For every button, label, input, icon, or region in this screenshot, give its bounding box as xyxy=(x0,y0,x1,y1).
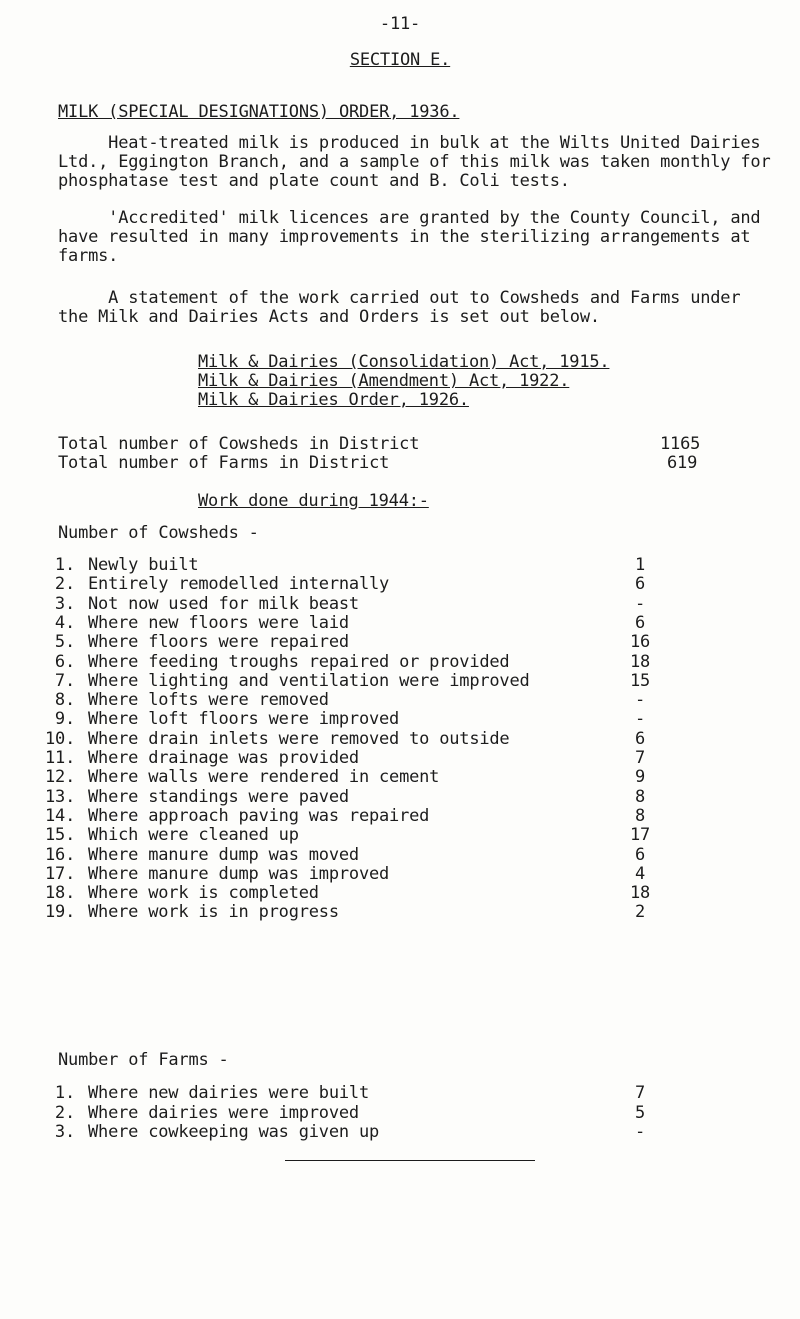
row-label: Where approach paving was repaired xyxy=(88,805,430,826)
paragraph-line: have resulted in many improvements in the sterilizing arrangements at xyxy=(58,227,751,247)
row-number: 4. xyxy=(54,612,75,633)
row-value: 4 xyxy=(634,863,646,884)
row-label: Entirely remodelled internally xyxy=(88,574,390,595)
act-title: Milk & Dairies Order, 1926. xyxy=(198,390,469,410)
row-number: 7. xyxy=(54,670,75,691)
row-label: Where manure dump was improved xyxy=(88,863,390,884)
row-value: 6 xyxy=(634,844,646,865)
paragraph-line: farms. xyxy=(58,246,119,266)
row-label: Newly built xyxy=(88,555,199,575)
paragraph-line: 'Accredited' milk licences are granted by the County Council, and xyxy=(58,208,761,228)
row-value: 17 xyxy=(629,825,651,846)
total-label: Total number of Farms in District xyxy=(58,453,390,473)
row-label: Where work is completed xyxy=(88,883,319,904)
row-label: Where lofts were removed xyxy=(88,690,329,711)
row-number: 12. xyxy=(45,767,76,788)
row-label: Where new dairies were built xyxy=(88,1083,369,1103)
row-value: - xyxy=(634,593,646,614)
paragraph-line: Ltd., Eggington Branch, and a sample of this milk was taken monthly for xyxy=(58,152,771,172)
row-value: - xyxy=(634,690,646,711)
row-number: 3. xyxy=(54,593,75,614)
row-value: 8 xyxy=(634,786,646,807)
row-number: 1. xyxy=(54,1083,75,1103)
row-label: Where drain inlets were removed to outside xyxy=(88,728,510,749)
row-number: 18. xyxy=(45,883,76,904)
row-value: 5 xyxy=(634,1102,646,1123)
paragraph-line: A statement of the work carried out to Cowsheds and Farms under xyxy=(58,288,741,308)
row-value: 1 xyxy=(634,555,646,575)
total-value: 1165 xyxy=(660,434,701,454)
row-label: Where dairies were improved xyxy=(88,1102,359,1123)
row-number: 5. xyxy=(54,632,75,653)
total-value: 619 xyxy=(667,453,698,473)
paragraph-line: Heat-treated milk is produced in bulk at the Wilts United Dairies xyxy=(58,133,761,153)
row-label: Where loft floors were improved xyxy=(88,709,400,730)
row-value: - xyxy=(634,1122,646,1142)
paragraph-line: the Milk and Dairies Acts and Orders is set out below. xyxy=(58,307,600,327)
row-label: Where drainage was provided xyxy=(88,748,359,768)
row-label: Which were cleaned up xyxy=(88,825,299,846)
paragraph-line: phosphatase test and plate count and B. Coli tests. xyxy=(58,171,570,191)
table-row xyxy=(0,1122,800,1146)
row-number: 3. xyxy=(54,1122,75,1142)
section-title: SECTION E. xyxy=(349,50,451,70)
page-number: -11- xyxy=(379,14,421,34)
row-label: Where new floors were laid xyxy=(88,612,349,633)
row-label: Where feeding troughs repaired or provided xyxy=(88,651,510,672)
row-number: 8. xyxy=(54,690,75,711)
row-label: Where work is in progress xyxy=(88,902,339,923)
cowsheds-heading: Number of Cowsheds - xyxy=(58,523,259,543)
row-value: 2 xyxy=(634,902,646,923)
row-value: 7 xyxy=(634,748,646,768)
row-value: 18 xyxy=(629,651,651,672)
row-number: 13. xyxy=(45,786,76,807)
row-label: Where manure dump was moved xyxy=(88,844,359,865)
row-number: 9. xyxy=(54,709,75,730)
row-label: Where cowkeeping was given up xyxy=(88,1122,380,1142)
row-number: 19. xyxy=(45,902,76,923)
row-value: 8 xyxy=(634,805,646,826)
row-value: 7 xyxy=(634,1083,646,1103)
row-number: 1. xyxy=(54,555,75,575)
order-heading: MILK (SPECIAL DESIGNATIONS) ORDER, 1936. xyxy=(58,102,460,122)
act-title: Milk & Dairies (Consolidation) Act, 1915. xyxy=(198,352,610,372)
row-number: 6. xyxy=(54,651,75,672)
row-number: 15. xyxy=(45,825,76,846)
farms-heading: Number of Farms - xyxy=(58,1050,229,1070)
row-value: - xyxy=(634,709,646,730)
row-number: 2. xyxy=(54,1102,75,1123)
row-value: 9 xyxy=(634,767,646,788)
row-number: 10. xyxy=(45,728,76,749)
row-label: Where floors were repaired xyxy=(88,632,349,653)
row-number: 16. xyxy=(45,844,76,865)
row-value: 6 xyxy=(634,728,646,749)
row-number: 2. xyxy=(54,574,75,595)
row-label: Where walls were rendered in cement xyxy=(88,767,440,788)
row-number: 17. xyxy=(45,863,76,884)
row-label: Where standings were paved xyxy=(88,786,349,807)
act-title: Milk & Dairies (Amendment) Act, 1922. xyxy=(198,371,570,391)
total-label: Total number of Cowsheds in District xyxy=(58,434,420,454)
row-value: 18 xyxy=(629,883,651,904)
table-row xyxy=(0,902,800,926)
row-value: 6 xyxy=(634,612,646,633)
row-value: 6 xyxy=(634,574,646,595)
row-number: 14. xyxy=(45,805,76,826)
row-number: 11. xyxy=(45,748,76,768)
work-heading: Work done during 1944:- xyxy=(198,491,429,511)
row-label: Where lighting and ventilation were improved xyxy=(88,670,530,691)
row-value: 15 xyxy=(629,670,651,691)
row-value: 16 xyxy=(629,632,651,653)
row-label: Not now used for milk beast xyxy=(88,593,359,614)
closing-rule xyxy=(285,1160,535,1161)
